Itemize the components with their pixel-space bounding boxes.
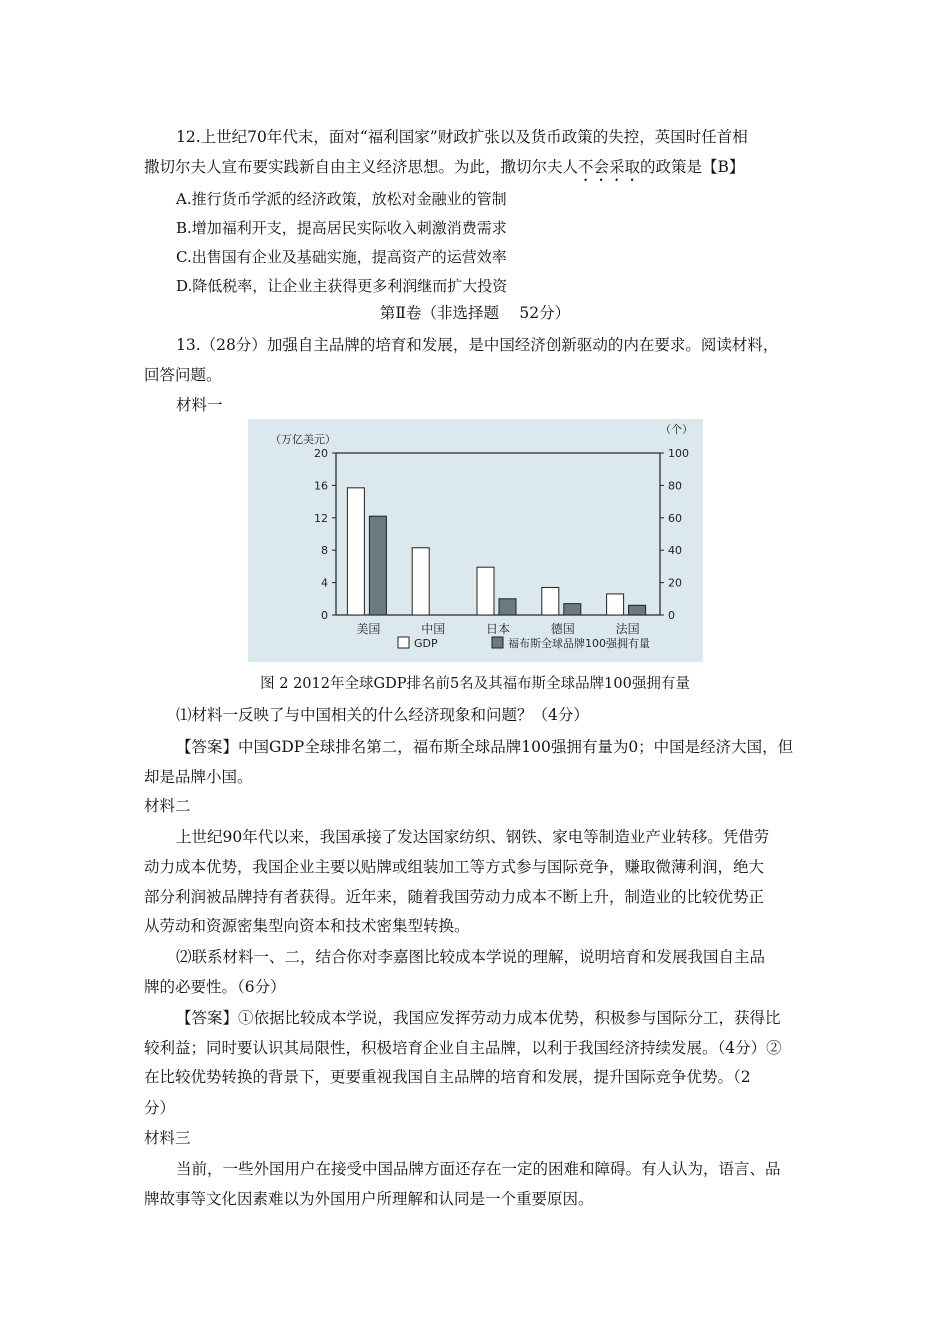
q12-emphasis: 不会采取 (578, 158, 641, 176)
q12-line-1: 12.上世纪70年代末，面对“福利国家”财政扩张以及货币政策的失控，英国时任首相 (176, 128, 748, 146)
right-tick-label: 20 (668, 576, 682, 590)
category-label: 日本 (485, 622, 511, 636)
q12-option-a: A.推行货币学派的经济政策，放松对金融业的管制 (176, 190, 507, 208)
left-tick-label: 16 (314, 479, 328, 493)
material-2-label: 材料二 (144, 797, 191, 815)
right-tick-label: 40 (668, 544, 682, 558)
figure-caption: 图 2 2012年全球GDP排名前5名及其福布斯全球品牌100强拥有量 (260, 676, 690, 692)
right-tick-label: 80 (668, 479, 682, 493)
gdp-bar-美国 (347, 488, 364, 615)
q12-option-b: B.增加福利开支，提高居民实际收入刺激消费需求 (176, 219, 507, 237)
right-tick-label: 60 (668, 511, 682, 525)
q13-line-2: 回答问题。 (144, 366, 222, 384)
q12-line-2-pre: 撒切尔夫人宣布要实践新自由主义经济思想。为此，撒切尔夫人 (144, 158, 579, 176)
left-tick-label: 12 (314, 511, 328, 525)
gdp-brand-chart (248, 419, 703, 662)
material-1-label: 材料一 (176, 396, 223, 414)
sub2-question-line-1: ⑵联系材料一、二，结合你对李嘉图比较成本学说的理解，说明培育和发展我国自主品 (176, 948, 766, 966)
sub1-answer-line-1: 【答案】中国GDP全球排名第二，福布斯全球品牌100强拥有量为0；中国是经济大国，但 (176, 738, 794, 756)
left-tick-label: 0 (321, 609, 328, 622)
q12-option-c: C.出售国有企业及基础实施，提高资产的运营效率 (176, 248, 507, 266)
brand-bar-法国 (629, 605, 646, 615)
sub2-answer-line-4: 分） (144, 1099, 176, 1117)
chart-svg (248, 419, 703, 662)
material-3-label: 材料三 (144, 1129, 191, 1147)
sub2-answer-line-3: 在比较优势转换的背景下，更要重视我国自主品牌的培育和发展，提升国际竞争优势。（2 (144, 1068, 751, 1086)
brand-bar-美国 (369, 516, 386, 615)
category-label: 美国 (356, 622, 381, 636)
material-3-line-1: 当前，一些外国用户在接受中国品牌方面还存在一定的困难和障碍。有人认为，语言、品 (176, 1160, 781, 1178)
material-2-line-4: 从劳动和资源密集型向资本和技术密集型转换。 (144, 917, 470, 935)
material-2-line-1: 上世纪90年代以来，我国承接了发达国家纺织、钢铁、家电等制造业产业转移。凭借劳 (176, 828, 770, 846)
sub2-question-line-2: 牌的必要性。（6分） (144, 978, 286, 996)
q12-line-2-post: 的政策是【B】 (640, 158, 745, 176)
legend-brand-label: 福布斯全球品牌100强拥有量 (508, 637, 650, 650)
gdp-bar-中国 (412, 548, 429, 615)
sub1-answer-line-2: 却是品牌小国。 (144, 768, 253, 786)
left-tick-label: 8 (321, 544, 328, 558)
q12-option-d: D.降低税率，让企业主获得更多利润继而扩大投资 (176, 277, 508, 295)
legend-brand-swatch (492, 637, 503, 648)
q12-line-2 (144, 156, 744, 185)
sub1-question: ⑴材料一反映了与中国相关的什么经济现象和问题？（4分） (176, 706, 589, 724)
gdp-bar-法国 (607, 594, 624, 615)
category-label: 德国 (550, 622, 575, 636)
material-3-line-2: 牌故事等文化因素难以为外国用户所理解和认同是一个重要原因。 (144, 1190, 594, 1208)
category-label: 法国 (615, 622, 640, 636)
legend-gdp-label: GDP (414, 637, 438, 650)
section-2-title: 第Ⅱ卷（非选择题 52分） (379, 304, 571, 322)
gdp-bar-日本 (477, 567, 494, 615)
right-tick-label: 100 (668, 447, 689, 460)
right-axis-unit: （个） (660, 423, 693, 436)
left-tick-label: 20 (314, 447, 328, 460)
left-tick-label: 4 (321, 576, 328, 590)
right-tick-label: 0 (668, 609, 675, 622)
category-label: 中国 (421, 622, 446, 636)
brand-bar-日本 (499, 599, 516, 615)
q13-line-1: 13.（28分）加强自主品牌的培育和发展，是中国经济创新驱动的内在要求。阅读材料， (176, 336, 779, 354)
legend-gdp-swatch (398, 637, 409, 648)
material-2-line-2: 动力成本优势，我国企业主要以贴牌或组装加工等方式参与国际竞争，赚取微薄利润，绝大 (144, 858, 765, 876)
brand-bar-德国 (564, 604, 581, 615)
sub2-answer-line-1: 【答案】①依据比较成本学说，我国应发挥劳动力成本优势，积极参与国际分工，获得比 (176, 1009, 781, 1027)
material-2-line-3: 部分利润被品牌持有者获得。近年来，随着我国劳动力成本不断上升，制造业的比较优势正 (144, 888, 765, 906)
left-axis-unit: （万亿美元） (270, 433, 336, 446)
gdp-bar-德国 (542, 587, 559, 615)
sub2-answer-line-2: 较利益；同时要认识其局限性，积极培育企业自主品牌，以利于我国经济持续发展。（4分）② (144, 1039, 782, 1057)
